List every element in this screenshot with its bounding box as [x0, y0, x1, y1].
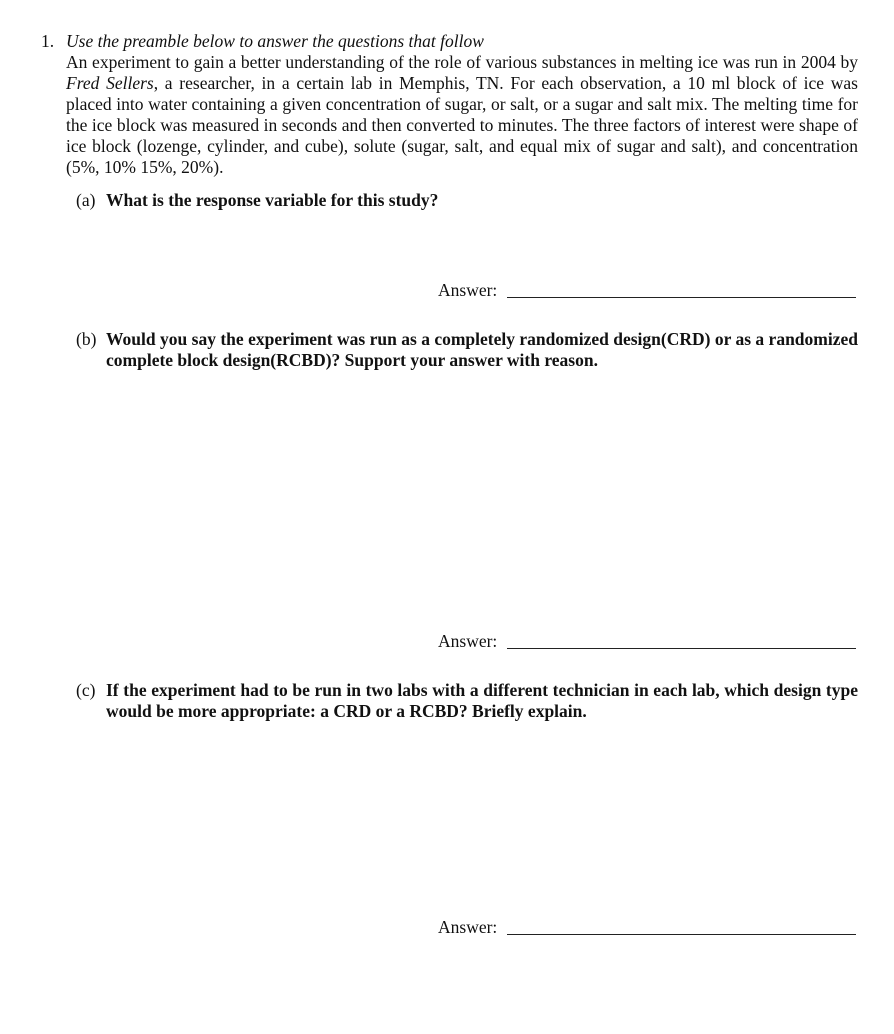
part-c-label: (c): [76, 680, 96, 700]
part-a-answer-label: Answer:: [438, 280, 498, 300]
part-a-answer[interactable]: [438, 280, 856, 302]
preamble-body: [66, 52, 858, 178]
researcher-name: Fred Sellers: [66, 73, 154, 93]
part-a-answer-line[interactable]: [507, 297, 856, 298]
part-b-question: Would you say the experiment was run as a completely randomized design(CRD) or as a randomized complete block design(RCBD)? Support your answer with reason.: [106, 329, 858, 370]
part-b: [76, 329, 858, 373]
part-c-answer-line[interactable]: [507, 934, 856, 935]
part-a-question: What is the response variable for this study?: [106, 190, 439, 210]
question-number: 1.: [41, 31, 55, 51]
part-b-answer-label: Answer:: [438, 631, 498, 651]
part-b-answer[interactable]: [438, 631, 856, 653]
part-a-label: (a): [76, 190, 96, 210]
part-c: [76, 680, 858, 724]
preamble-text-end: , a researcher, in a certain lab in Memphis, TN. For each observation, a 10 ml block of ice was placed into water containing a given concentration of sugar, or salt, or a sugar and salt mix. The melting time for the ice block was measured in seconds and then converted to minutes. The three factors of interest were shape of ice block (lozenge, cylinder, and cube), solute (sugar, salt, and equal mix of sugar and salt), and concentration (5%, 10% 15%, 20%).: [66, 73, 858, 177]
part-a: [76, 190, 858, 212]
part-b-answer-line[interactable]: [507, 648, 856, 649]
part-c-answer-label: Answer:: [438, 917, 498, 937]
preamble-paragraph: [66, 52, 858, 178]
part-c-answer[interactable]: [438, 917, 856, 939]
preamble-text-start: An experiment to gain a better understanding of the role of various substances in melting ice was run in 2004 by: [66, 52, 858, 72]
preamble-title: Use the preamble below to answer the questions that follow: [66, 31, 484, 51]
part-b-label: (b): [76, 329, 97, 349]
part-c-question: If the experiment had to be run in two labs with a different technician in each lab, which design type would be more appropriate: a CRD or a RCBD? Briefly explain.: [106, 680, 858, 721]
